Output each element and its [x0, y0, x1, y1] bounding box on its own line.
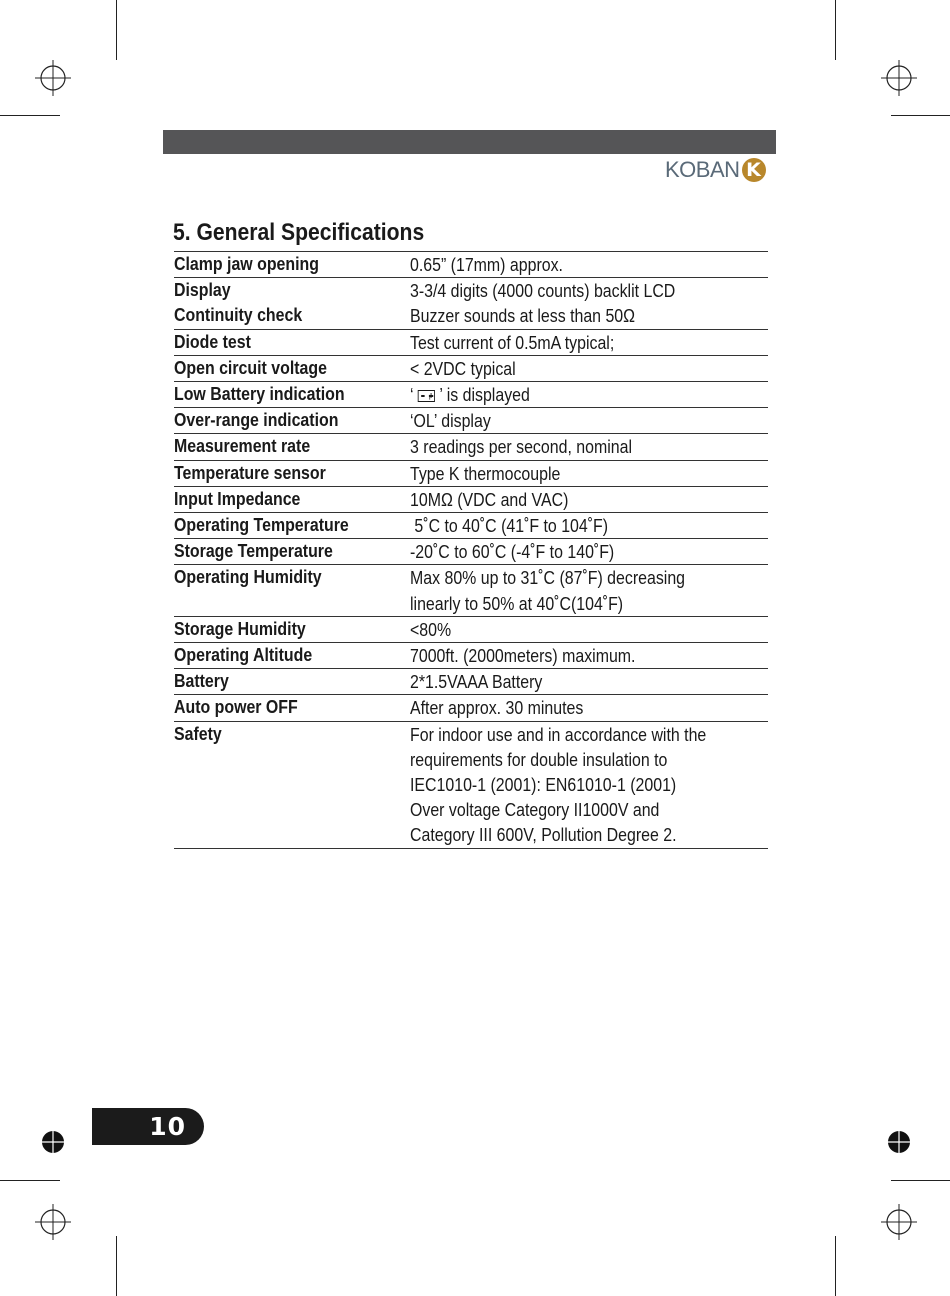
- spec-value: < 2VDC typical: [410, 357, 516, 379]
- spec-label: Input Impedance: [174, 487, 301, 509]
- spec-value: 3-3/4 digits (4000 counts) backlit LCD: [410, 280, 676, 302]
- header-bar: [163, 130, 776, 154]
- spec-label: Storage Humidity: [174, 617, 306, 639]
- spec-value: Buzzer sounds at less than 50Ω: [410, 305, 636, 327]
- crop-mark: [116, 0, 117, 60]
- spec-label: Operating Humidity: [174, 566, 322, 588]
- registration-dot-icon: [886, 1129, 912, 1155]
- spec-label: Storage Temperature: [174, 540, 333, 562]
- spec-label: Measurement rate: [174, 435, 311, 457]
- section-title: 5. General Specifications: [173, 219, 425, 246]
- spec-row-operating-altitude: [174, 643, 768, 669]
- spec-value: Type K thermocouple: [410, 462, 561, 484]
- spec-value: -20˚C to 60˚C (-4˚F to 140˚F): [410, 541, 615, 563]
- quote-open: ‘: [410, 384, 414, 406]
- crop-mark: [835, 1236, 836, 1296]
- spec-label: Battery: [174, 670, 229, 692]
- spec-label: Operating Temperature: [174, 514, 349, 536]
- page-number: 10: [149, 1112, 186, 1141]
- registration-mark-icon: [881, 60, 917, 96]
- spec-row-auto-power-off: [174, 695, 768, 721]
- spec-value: 5˚C to 40˚C (41˚F to 104˚F): [410, 515, 609, 537]
- spec-row-operating-temperature: [174, 513, 768, 539]
- spec-row-temperature-sensor: [174, 461, 768, 487]
- spec-label: Operating Altitude: [174, 644, 313, 666]
- spec-row-over-range-indication: [174, 408, 768, 434]
- spec-value: 3 readings per second, nominal: [410, 436, 633, 458]
- spec-value: 2*1.5VAAA Battery: [410, 671, 543, 693]
- spec-row-display: [174, 278, 768, 303]
- spec-label: Safety: [174, 722, 222, 744]
- crop-mark: [891, 1180, 950, 1181]
- spec-value: IEC1010-1 (2001): EN61010-1 (2001): [410, 774, 677, 796]
- spec-value: linearly to 50% at 40˚C(104˚F): [410, 592, 624, 614]
- spec-value: 10MΩ (VDC and VAC): [410, 488, 569, 510]
- spec-table: [174, 251, 768, 849]
- spec-label: Over-range indication: [174, 409, 339, 431]
- crop-mark: [835, 0, 836, 60]
- crop-mark: [0, 115, 60, 116]
- spec-row-measurement-rate: [174, 434, 768, 460]
- spec-label: Diode test: [174, 330, 251, 352]
- crop-mark: [891, 115, 950, 116]
- spec-label: Auto power OFF: [174, 696, 298, 718]
- registration-mark-icon: [35, 1204, 71, 1240]
- spec-value: <80%: [410, 618, 452, 640]
- registration-mark-icon: [35, 60, 71, 96]
- spec-row-battery: [174, 669, 768, 695]
- spec-label: Temperature sensor: [174, 461, 326, 483]
- spec-value: Test current of 0.5mA typical;: [410, 331, 615, 353]
- page-tab: [92, 1108, 204, 1145]
- spec-value: After approx. 30 minutes: [410, 697, 584, 719]
- spec-value: [410, 382, 718, 407]
- spec-label: Continuity check: [174, 304, 303, 326]
- spec-value: Category III 600V, Pollution Degree 2.: [410, 824, 677, 846]
- spec-label: Open circuit voltage: [174, 356, 327, 378]
- spec-value: 7000ft. (2000meters) maximum.: [410, 645, 636, 667]
- brand-mark-icon: K: [742, 158, 766, 182]
- crop-mark: [0, 1180, 60, 1181]
- brand-name: KOBAN: [665, 157, 740, 182]
- spec-row-storage-temperature: [174, 539, 768, 565]
- spec-row-open-circuit-voltage: [174, 356, 768, 382]
- registration-mark-icon: [881, 1204, 917, 1240]
- spec-row-input-impedance: [174, 487, 768, 513]
- registration-dot-icon: [40, 1129, 66, 1155]
- battery-icon: [418, 390, 435, 402]
- spec-value: ‘OL’ display: [410, 410, 491, 432]
- crop-mark: [116, 1236, 117, 1296]
- spec-row-low-battery-indication: [174, 382, 768, 408]
- brand-logo: [665, 157, 766, 183]
- spec-value: Over voltage Category II1000V and: [410, 799, 660, 821]
- spec-value: 0.65” (17mm) approx.: [410, 254, 563, 275]
- spec-row-safety: [174, 722, 768, 849]
- spec-row-continuity-check: [174, 303, 768, 329]
- spec-value: requirements for double insulation to: [410, 748, 668, 770]
- spec-value: Max 80% up to 31˚C (87˚F) decreasing: [410, 567, 686, 589]
- spec-value-suffix: ’ is displayed: [439, 384, 530, 406]
- spec-row-diode-test: [174, 330, 768, 356]
- spec-value: For indoor use and in accordance with the: [410, 723, 707, 745]
- spec-row-clamp-jaw-opening: [174, 252, 768, 278]
- spec-label: Low Battery indication: [174, 383, 345, 405]
- spec-label: Clamp jaw opening: [174, 253, 319, 274]
- spec-label: Display: [174, 279, 231, 301]
